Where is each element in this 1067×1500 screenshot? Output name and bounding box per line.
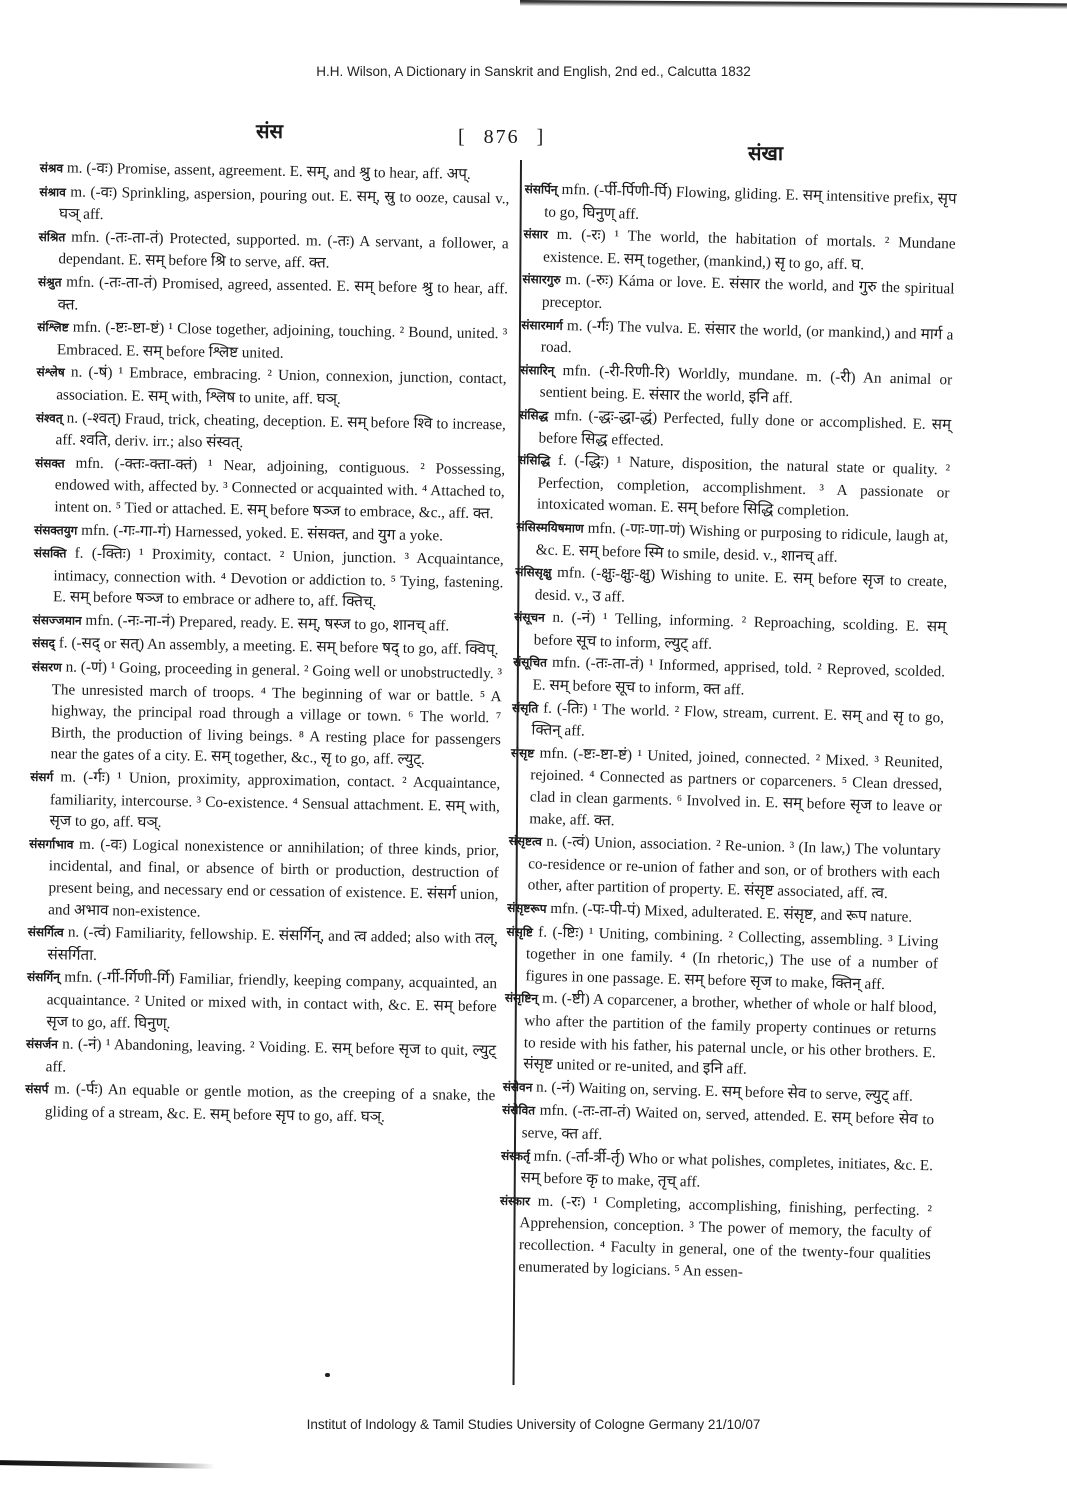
entry-grammar: mfn. (-तः-ता-तं) bbox=[539, 1101, 632, 1122]
entry-etymology: E. संसर्गिन्, and त्व added; also with तल्, संसर्गिता. bbox=[47, 926, 498, 964]
entry-headword: संसेवन bbox=[502, 1079, 533, 1095]
entry-headword: संसारिन् bbox=[520, 362, 555, 378]
entry-etymology: E. सम् before श्वि to increase, aff. श्वति, deriv. irr.; also संस्वत्. bbox=[55, 413, 507, 452]
entry-definition: ¹ Near, adjoining, contiguous. ² Possessing, endowed with, affected by. ³ Connected or acquainted with. ⁴ Attached to, intent on. ⁵ Tied or attached. bbox=[54, 456, 506, 518]
entry-etymology: E. संसृष्ट associated, aff. त्व. bbox=[727, 881, 888, 903]
entry-definition: ¹ United, joined, connected. ² Mixed. ³ Reunited, rejoined. ⁴ Connected as partners or coparceners. ⁵ Clean dressed, clad in clean garments. ⁶ Involved in. bbox=[529, 746, 944, 811]
entry-headword: संसिसृक्षु bbox=[515, 564, 552, 580]
running-head-right: संखा bbox=[748, 141, 784, 165]
entry-headword: संसृष्टरूप bbox=[506, 900, 547, 916]
entry-definition: Union, association. ² Re-union. ³ (In law,) The voluntary co-residence or re-union of father and son, or of brothers with each other, after partition of property. bbox=[527, 834, 941, 899]
entry-grammar: m. (-ष्टी) bbox=[541, 990, 590, 1009]
dictionary-entry bbox=[30, 656, 502, 772]
dictionary-entry bbox=[38, 271, 509, 323]
entry-headword: संश्राव bbox=[39, 184, 66, 200]
dictionary-entry bbox=[29, 766, 500, 839]
entry-definition: ¹ Uniting, combining. ² Collecting, assembling. ³ Living together in one family. ⁴ (In rhetoric,) The use of a number of figures in one passage. bbox=[525, 924, 939, 988]
entry-grammar: m. (-र्गः) bbox=[60, 768, 111, 787]
entry-headword: संसृति bbox=[511, 700, 539, 716]
dictionary-entry bbox=[498, 1189, 932, 1287]
dictionary-entry bbox=[33, 542, 504, 615]
right-column bbox=[498, 178, 957, 1288]
entry-grammar: f. (-ष्टिः) bbox=[538, 923, 584, 942]
entry-grammar: mfn. (-क्तः-क्ता-क्तं) bbox=[75, 454, 198, 474]
entry-grammar: f. (-सद् or सत्) bbox=[58, 634, 145, 654]
entry-headword: संसृष्टि bbox=[506, 924, 534, 940]
entry-headword: संस्कर्तृ bbox=[500, 1148, 531, 1163]
dictionary-entry bbox=[35, 407, 506, 459]
entry-etymology: E. सम् before सृज to quit, ल्युट् aff. bbox=[45, 1039, 497, 1076]
entry-etymology: E. सम् before सृज to make, क्तिन् aff. bbox=[667, 970, 886, 993]
entry-definition: The vulva. bbox=[617, 317, 684, 337]
entry-definition: A coparcener, a brother, whether of whole or half blood, who after the partition of the family property continues or returns to reside with his father, his paternal uncle, or his other brothers. bbox=[523, 991, 938, 1061]
dictionary-entry bbox=[509, 742, 943, 840]
entry-headword: संसज्जमान bbox=[32, 612, 82, 628]
entry-grammar: mfn. (-गः-गा-गं) bbox=[81, 521, 172, 540]
dictionary-entry bbox=[26, 966, 497, 1039]
entry-grammar: mfn. (-ष्टः-ष्टा-ष्टं) bbox=[72, 318, 165, 338]
dictionary-entry bbox=[39, 181, 510, 233]
entry-etymology: E. सम्, स्रु to ooze, causal v., घञ् aff. bbox=[58, 187, 510, 224]
entry-etymology: E. संसर्ग union, and अभाव non-existence. bbox=[48, 884, 499, 921]
entry-headword: संसूचित bbox=[512, 655, 548, 671]
entry-etymology: E. सम् before सृज to go, aff. घिनुण्. bbox=[46, 996, 497, 1032]
entry-definition: ¹ Going, proceeding in general. ² Going well or unobstructedly. ³ The unresisted march of troops. ⁴ The beginning of war or battle. ⁵ A highway, the principal road through a village or town. ⁶ The world. ⁷ Birth, the production of living beings. ⁸ A resting place for passengers near the gates of a city. bbox=[50, 659, 503, 765]
entry-grammar: f. (-द्धिः) bbox=[557, 452, 610, 471]
entry-headword: संसक्त bbox=[35, 455, 65, 471]
entry-grammar: m. (-रुः) bbox=[565, 271, 614, 290]
entry-headword: संसारगुरु bbox=[522, 272, 561, 288]
entry-etymology: E. सम् before सूच to inform, क्त aff. bbox=[532, 676, 745, 699]
entry-grammar: m. (-वः) bbox=[78, 835, 128, 854]
entry-etymology: E. संसृष्ट united or re-united, and इनि aff. bbox=[523, 1043, 936, 1078]
entry-headword: संश्लेष bbox=[36, 365, 65, 380]
entry-headword: संसृष्ट bbox=[510, 745, 535, 761]
dictionary-entry bbox=[28, 833, 499, 928]
entry-etymology: E. सम् before षञ्ज to embrace, &c., aff. क्त. bbox=[230, 500, 494, 523]
entry-etymology: E. सम् before सिद्धि completion. bbox=[660, 498, 850, 521]
entry-grammar: m. (-र्गः) bbox=[566, 316, 614, 335]
entry-headword: संसिस्मयिषमाण bbox=[516, 519, 584, 536]
entry-grammar: n. (-नं) bbox=[535, 1078, 576, 1097]
entry-etymology: E. सम् before श्रि to serve, aff. क्त. bbox=[128, 251, 330, 272]
entry-headword: संसिद्धि bbox=[517, 453, 551, 468]
entry-grammar: n. (-त्वं) bbox=[67, 923, 112, 942]
entry-headword: संश्रित bbox=[38, 229, 66, 245]
entry-grammar: mfn. (-णः-णा-णं) bbox=[587, 519, 686, 539]
dictionary-entry bbox=[27, 921, 498, 973]
entry-headword: संसक्तयुग bbox=[34, 522, 78, 538]
entry-grammar: mfn. (-तः-ता-तं) bbox=[71, 228, 164, 247]
left-column bbox=[25, 157, 510, 1131]
entry-definition: Waiting on, serving. bbox=[578, 1079, 702, 1100]
entry-definition: ¹ Completing, accomplishing, finishing, perfecting. ² Apprehension, conception. ³ The power of memory, the faculty of recollection. ⁴ Faculty in general, one of the twenty-four qualities enumerated by logicians. ⁵ An essen- bbox=[518, 1193, 933, 1281]
entry-grammar: mfn. (-री-रिणी-रि) bbox=[562, 361, 671, 382]
entry-headword: संसर्पिन् bbox=[524, 181, 558, 197]
entry-definition: Logical nonexistence or annihilation; of three kinds, prior, incidental, and final, or absence of birth or production, destruction of present being, and necessary end or cessation of existence. bbox=[48, 836, 500, 902]
dictionary-entry bbox=[517, 449, 950, 525]
entry-definition: An assembly, a meeting. bbox=[146, 636, 296, 656]
dictionary-entry bbox=[25, 1078, 496, 1130]
entry-definition: Flowing, gliding. bbox=[675, 183, 782, 204]
entry-grammar: mfn. (-र्पी-र्पिणी-र्पि) bbox=[561, 180, 673, 201]
entry-etymology: E. सम् before सृज to leave or make, aff. क्त. bbox=[529, 794, 942, 830]
entry-grammar: mfn. (-र्ता-र्त्री-र्तृ) bbox=[533, 1147, 625, 1167]
entry-headword: संश्रुत bbox=[37, 274, 62, 290]
entry-etymology: E. संसक्त, and युग a yoke. bbox=[290, 524, 444, 544]
entry-definition: Harnessed, yoked. bbox=[174, 522, 287, 542]
entry-grammar: mfn. (-र्गी-र्गिणी-र्गि) bbox=[64, 968, 175, 988]
entry-etymology: E. सम् before षञ्ज to embrace or adhere to, aff. क्तिच्. bbox=[52, 588, 377, 611]
entry-headword: संसार bbox=[523, 227, 549, 242]
entry-etymology: E. सम् before सृप to go, aff. घञ्. bbox=[192, 1105, 386, 1126]
entry-definition: Sprinkling, aspersion, pouring out. bbox=[121, 183, 335, 205]
entry-etymology: E. सम् before सेव to serve, ल्युट् aff. bbox=[704, 1082, 914, 1105]
entry-grammar: m. (-वः) bbox=[66, 159, 114, 178]
entry-etymology: E. सम् before सिद्ध effected. bbox=[538, 415, 952, 449]
entry-headword: संसर्गिन् bbox=[27, 970, 60, 985]
source-footer: Institut of Indology & Tamil Studies University of Cologne Germany 21/10/07 bbox=[306, 1417, 761, 1432]
entry-definition: Wishing to unite. bbox=[660, 566, 769, 587]
dictionary-entry bbox=[507, 830, 940, 906]
dictionary-entry bbox=[503, 987, 937, 1085]
page-number: [ 876 ] bbox=[458, 126, 546, 148]
running-head-left: संस bbox=[256, 119, 284, 143]
entry-grammar: mfn. (-पः-पी-पं) bbox=[550, 899, 641, 920]
entry-headword: संसरण bbox=[31, 660, 62, 675]
entry-definition: Mixed, adulterated. bbox=[644, 902, 764, 923]
entry-definition: Familiarity, fellowship. bbox=[115, 924, 258, 944]
entry-grammar: m. (-वः) bbox=[70, 183, 118, 201]
entry-etymology: E. सम् before स्मि to smile, desid. v., शानच् aff. bbox=[561, 541, 838, 566]
dictionary-entry bbox=[36, 361, 507, 413]
entry-etymology: E. सम् before सृज to create, desid. v., उ aff. bbox=[534, 569, 948, 606]
entry-grammar: n. (-त्वं) bbox=[546, 832, 590, 851]
entry-headword: संसर्ग bbox=[30, 769, 54, 785]
entry-grammar: mfn. (-द्धः-द्धा-द्धं) bbox=[553, 406, 658, 427]
entry-definition: ¹ Proximity, contact. ² Union, junction. ³ Acquaintance, intimacy, connection with. ⁴ Devotion or addiction to. ⁵ Tying, fastening. bbox=[53, 545, 504, 592]
entry-definition: ¹ The world, the habitation of mortals. ² Mundane existence. bbox=[542, 227, 956, 267]
entry-etymology: E. सम् together, &c., सृ to go, aff. ल्युट्. bbox=[194, 747, 425, 769]
entry-grammar: m. (-रः) bbox=[556, 225, 606, 245]
scan-edge-artifact-top bbox=[520, 0, 1067, 9]
entry-definition: Waited on, served, attended. bbox=[634, 1104, 810, 1126]
entry-headword: संसर्गित्व bbox=[27, 925, 64, 940]
dictionary-entry bbox=[37, 316, 508, 368]
entry-definition: ¹ Close together, adjoining, touching. ² Bound, united. ³ Embraced. bbox=[56, 320, 508, 360]
entry-definition: Wishing or purposing to ridicule, laugh at, &c. bbox=[535, 522, 949, 559]
entry-definition: ¹ Informed, apprised, told. ² Reproved, scolded. bbox=[648, 656, 946, 681]
entry-headword: संसक्ति bbox=[33, 546, 67, 561]
entry-definition: Worldly, mundane. m. (-री) An animal or sentient being. bbox=[539, 364, 953, 403]
entry-definition: ¹ Telling, informing. ² Reproaching, scolding. bbox=[602, 610, 899, 635]
entry-definition: An equable or gentle motion, as the creeping of a snake, the gliding of a stream, &c. bbox=[44, 1081, 496, 1123]
entry-definition: ¹ Union, proximity, approximation, contact. ² Acquaintance, familiarity, intercourse. ³ Co-existence. ⁴ Sensual attachment. bbox=[49, 769, 501, 814]
entry-etymology: E. संसार the world, इनि aff. bbox=[631, 386, 794, 407]
entry-grammar: m. (-र्पः) bbox=[54, 1080, 103, 1099]
entry-etymology: E. सम् with, श्लिष to unite, aff. घञ्. bbox=[131, 387, 341, 408]
entry-headword: संस्कार bbox=[499, 1193, 531, 1209]
entry-etymology: E. सम् before षद् to go, aff. क्विप्. bbox=[299, 638, 499, 659]
entry-grammar: n. (-नं) bbox=[552, 609, 596, 628]
entry-etymology: E. सम् before श्लिष्ट united. bbox=[125, 342, 284, 362]
entry-definition: Prepared, ready. bbox=[178, 613, 278, 632]
entry-headword: संसिद्ध bbox=[519, 407, 549, 423]
entry-definition: Familiar, friendly, keeping company, acquainted, an acquaintance. ² United or mixed with, in contact with, &c. bbox=[46, 970, 498, 1014]
entry-etymology: E. सम् and सृ to go, क्तिन् aff. bbox=[531, 706, 945, 740]
entry-headword: संसृष्टत्व bbox=[508, 834, 543, 849]
entry-grammar: f. (-तिः) bbox=[542, 699, 589, 718]
entry-headword: संसेवित bbox=[502, 1103, 536, 1118]
entry-grammar: n. (-श्वत्) bbox=[66, 408, 122, 427]
entry-grammar: m. (-रः) bbox=[537, 1192, 586, 1211]
entry-grammar: n. (-णं) bbox=[65, 658, 108, 677]
entry-grammar: mfn. (-क्षुः-क्षुः-क्षु) bbox=[556, 563, 656, 584]
source-header: H.H. Wilson, A Dictionary in Sanskrit and English, 2nd ed., Calcutta 1832 bbox=[316, 64, 751, 79]
entry-definition: Fraud, trick, cheating, deception. bbox=[124, 409, 327, 431]
scan-edge-artifact-bottom bbox=[0, 1460, 215, 1469]
entry-definition: ¹ Nature, disposition, the natural state or quality. ² Perfection, completion, accomplishment. ³ A passionate or intoxicated woman. bbox=[536, 453, 951, 516]
entry-etymology: E. सम् before सूच to inform, ल्युट् aff. bbox=[533, 617, 947, 653]
entry-grammar: f. (-क्तिः) bbox=[74, 544, 131, 563]
entry-etymology: E. सम् before कृ to make, तृच् aff. bbox=[520, 1156, 934, 1191]
entry-definition: ¹ Embrace, embracing. ² Union, connexion, junction, contact, association. bbox=[56, 364, 507, 405]
entry-etymology: E. संसार the world, (or mankind,) and मार्ग a road. bbox=[540, 319, 954, 357]
entry-definition: Who or what polishes, completes, initiates, &c. bbox=[628, 1149, 917, 1174]
entry-definition: Káma or love. bbox=[617, 272, 707, 292]
dictionary-entry bbox=[26, 1033, 497, 1085]
entry-grammar: mfn. (-तः-ता-तं) bbox=[66, 273, 158, 292]
dictionary-entry bbox=[38, 226, 509, 278]
entry-etymology: E. सम् intensitive prefix, सृप to go, घिनुण् aff. bbox=[543, 186, 957, 223]
entry-headword: संसारमार्ग bbox=[521, 317, 563, 333]
entry-headword: संसर्गाभाव bbox=[29, 836, 74, 852]
entry-etymology: E. संसार the world, and गुरु the spiritual preceptor. bbox=[541, 274, 955, 312]
entry-etymology: E. सम् with, सृज to go, aff. घञ्. bbox=[49, 796, 500, 832]
entry-headword: संसद् bbox=[32, 636, 56, 651]
entry-definition: Protected, supported. m. (-तः) A servant, a follower, a dependant. bbox=[58, 229, 509, 269]
entry-headword: संसूचन bbox=[514, 610, 545, 625]
entry-definition: Promised, agreed, assented. bbox=[161, 274, 333, 295]
entry-etymology: E. सम् together, (mankind,) सृ to go, aff. घ. bbox=[606, 249, 865, 274]
entry-headword: संश्लिष्ट bbox=[37, 320, 69, 335]
entry-definition: Perfected, fully done or accomplished. bbox=[662, 409, 907, 433]
entry-grammar: mfn. (-तः-ता-तं) bbox=[551, 654, 645, 674]
entry-etymology: E. सम्, and श्रु to hear, aff. अप्. bbox=[289, 162, 471, 183]
print-speck bbox=[325, 1373, 330, 1377]
entry-grammar: mfn. (-नः-ना-नं) bbox=[85, 611, 176, 631]
dictionary-entry bbox=[505, 920, 938, 996]
entry-grammar: n. (-नं) bbox=[62, 1035, 102, 1054]
entry-headword: संश्रव bbox=[39, 160, 64, 176]
entry-etymology: E. सम् before सेव to serve, क्त aff. bbox=[521, 1108, 935, 1144]
entry-grammar: mfn. (-ष्टः-ष्टा-ष्टं) bbox=[539, 744, 633, 764]
entry-headword: संसर्जन bbox=[25, 1037, 58, 1052]
entry-headword: संसर्प bbox=[25, 1082, 49, 1097]
dictionary-entry bbox=[34, 452, 505, 525]
entry-headword: संश्वत् bbox=[35, 410, 63, 425]
entry-definition: ¹ Abandoning, leaving. ² Voiding. bbox=[105, 1036, 311, 1057]
entry-headword: संसृष्टिन् bbox=[504, 991, 539, 1006]
entry-grammar: n. (-षं) bbox=[70, 363, 113, 382]
entry-definition: ¹ The world. ² Flow, stream, current. bbox=[592, 700, 820, 723]
entry-etymology: E. सम् before श्रु to hear, aff. क्त. bbox=[57, 277, 509, 314]
entry-etymology: E. संसृष्ट, and रूप nature. bbox=[766, 905, 913, 926]
entry-etymology: E. सम्, षस्ज to go, शानच् aff. bbox=[280, 614, 450, 635]
entry-definition: Promise, assent, agreement. bbox=[116, 160, 287, 180]
